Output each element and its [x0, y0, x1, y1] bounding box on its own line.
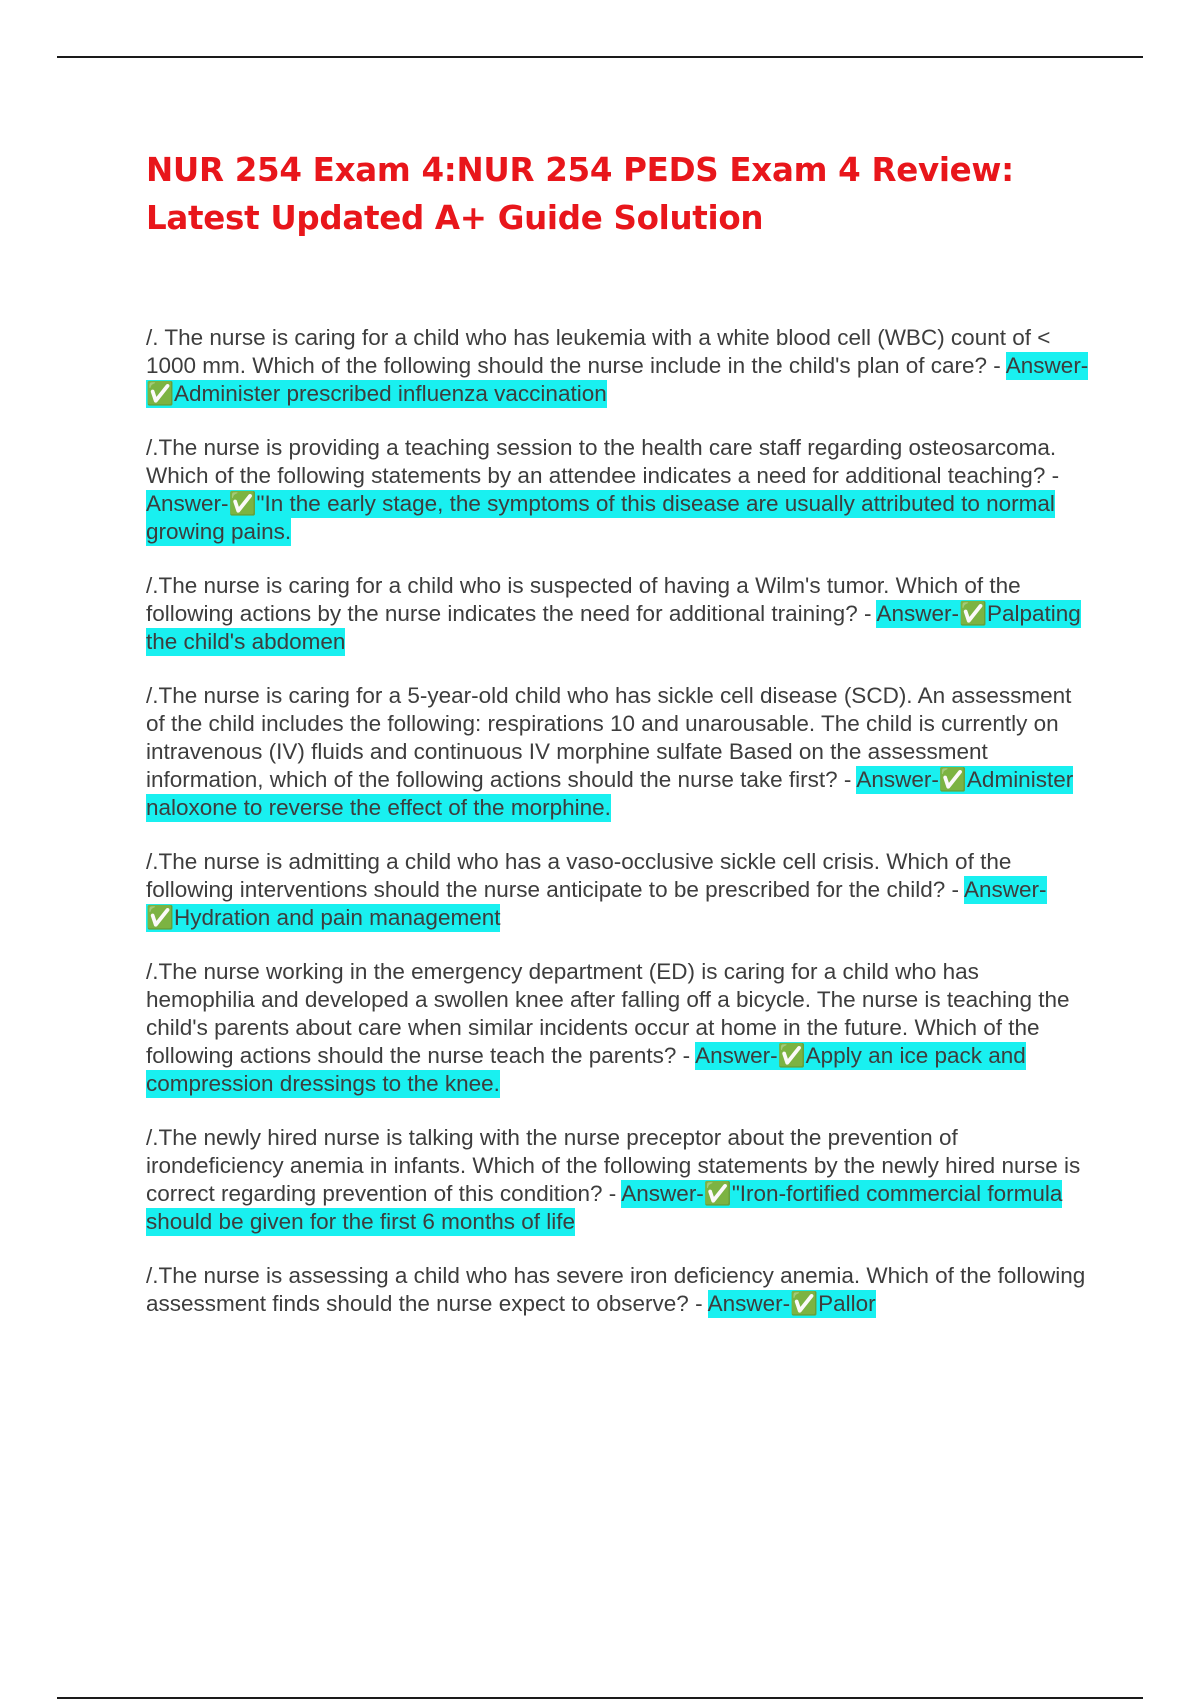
qa-item: [146, 434, 1091, 546]
answer-highlight: Answer-✅Apply an ice pack and compression dressings to the knee.: [146, 1043, 1026, 1096]
answer-highlight: Answer-✅Palpating the child's abdomen: [146, 601, 1081, 654]
question-text: /.The nurse is admitting a child who has a vaso-occlusive sickle cell crisis. Which of the following interventions should the nurse anticipate to be prescribed for the child? -: [146, 849, 1012, 902]
answer-highlight: Answer-✅Administer prescribed influenza vaccination: [146, 353, 1089, 406]
question-text: /.The nurse working in the emergency department (ED) is caring for a child who has hemophilia and developed a swollen knee after falling off a bicycle. The nurse is teaching the child's parents about care when similar incidents occur at home in the future. Which of the following actions should the nurse teach the parents? -: [146, 959, 1070, 1068]
qa-item: [146, 958, 1091, 1098]
question-text: /.The newly hired nurse is talking with the nurse preceptor about the prevention of irondeficiency anemia in infants. Which of the following statements by the newly hired nurse is correct regarding prevention of this condition? -: [146, 1125, 1081, 1206]
qa-item: [146, 1262, 1091, 1318]
qa-item: [146, 682, 1091, 822]
question-text: /. The nurse is caring for a child who has leukemia with a white blood cell (WBC) count of < 1000 mm. Which of the following should the nurse include in the child's plan of care? -: [146, 325, 1051, 378]
answer-highlight: Answer-✅Pallor: [707, 1291, 876, 1316]
question-text: /.The nurse is caring for a 5-year-old child who has sickle cell disease (SCD). An assessment of the child includes the following: respirations 10 and unarousable. The child is currently on intravenous (IV) fluids and continuous IV morphine sulfate Based on the assessment information, which of the following actions should the nurse take first? -: [146, 683, 1072, 792]
qa-item: [146, 572, 1091, 656]
question-text: /.The nurse is assessing a child who has severe iron deficiency anemia. Which of the following assessment finds should the nurse expect to observe? -: [146, 1263, 1086, 1316]
answer-highlight: Answer-✅"Iron-fortified commercial formula should be given for the first 6 months of life: [146, 1181, 1063, 1234]
answer-highlight: Answer-✅"In the early stage, the symptoms of this disease are usually attributed to normal growing pains.: [146, 491, 1055, 544]
qa-list: [146, 324, 1091, 1344]
answer-highlight: Answer-✅Hydration and pain management: [146, 877, 1047, 930]
qa-item: [146, 1124, 1091, 1236]
qa-item: [146, 324, 1091, 408]
answer-highlight: Answer-✅Administer naloxone to reverse the effect of the morphine.: [146, 767, 1074, 820]
question-text: /.The nurse is caring for a child who is suspected of having a Wilm's tumor. Which of the following actions by the nurse indicates the need for additional training? -: [146, 573, 1021, 626]
question-text: /.The nurse is providing a teaching session to the health care staff regarding osteosarcoma. Which of the following statements by an attendee indicates a need for additional teaching? -: [146, 435, 1060, 488]
top-rule: [57, 56, 1143, 58]
document-title: NUR 254 Exam 4:NUR 254 PEDS Exam 4 Review: Latest Updated A+ Guide Solution: [146, 151, 1014, 237]
bottom-rule: [57, 1697, 1143, 1699]
qa-item: [146, 848, 1091, 932]
